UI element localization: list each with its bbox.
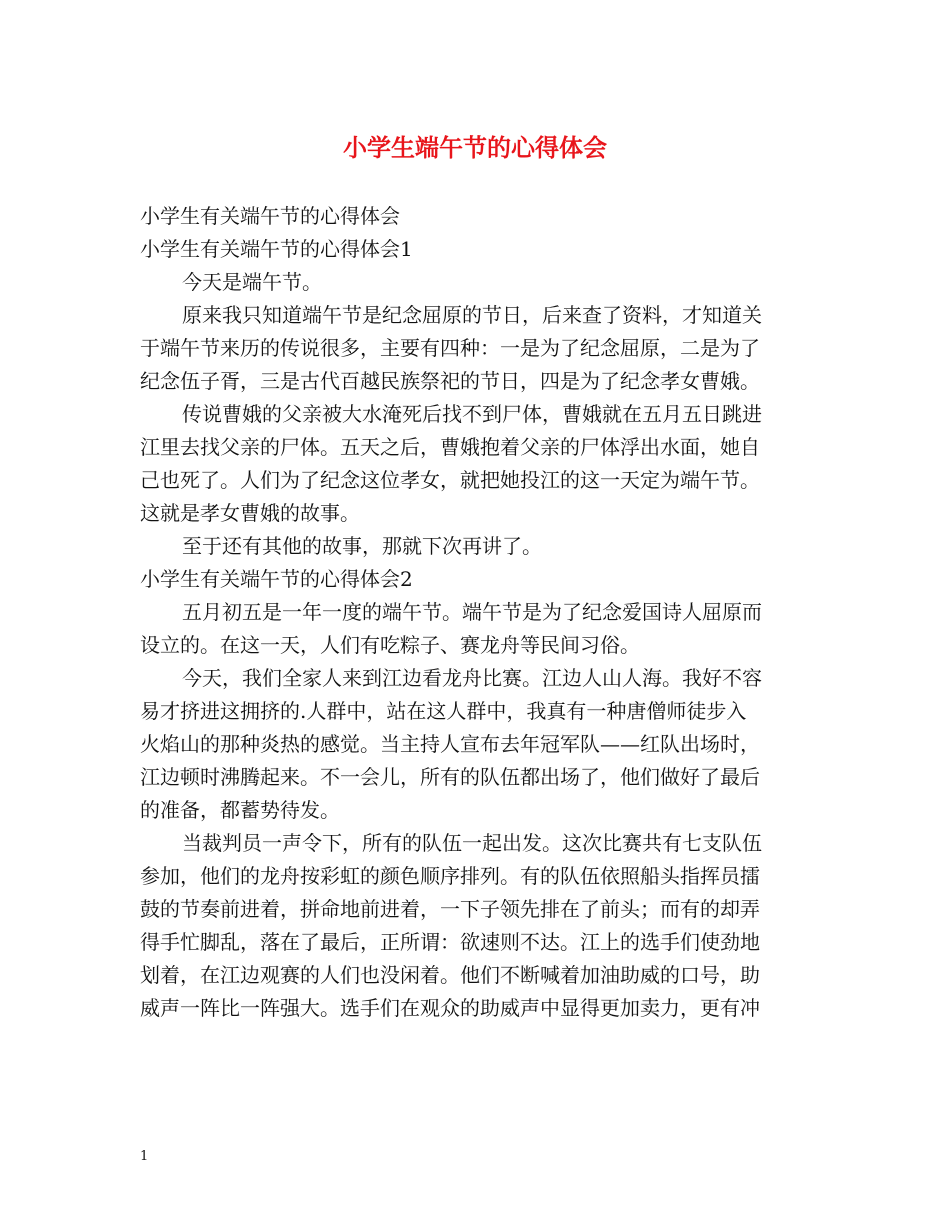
document-title: 小学生端午节的心得体会: [343, 133, 607, 162]
text-line: 原来我只知道端午节是纪念屈原的节日，后来查了资料，才知道关: [182, 303, 762, 327]
document-body: [140, 200, 812, 1025]
text-line: 威声一阵比一阵强大。选手们在观众的助威声中显得更加卖力，更有冲: [140, 996, 760, 1020]
text-line: 当裁判员一声令下，所有的队伍一起出发。这次比赛共有七支队伍: [182, 831, 762, 855]
text-line: 于端午节来历的传说很多，主要有四种：一是为了纪念屈原，二是为了: [140, 336, 760, 360]
text-line: 的准备，都蓄势待发。: [140, 798, 340, 822]
text-line: 小学生有关端午节的心得体会1: [140, 237, 413, 261]
text-line: 今天是端午节。: [182, 270, 322, 294]
text-line: 己也死了。人们为了纪念这位孝女，就把她投江的这一天定为端午节。: [140, 468, 760, 492]
text-line: 小学生有关端午节的心得体会2: [140, 567, 413, 591]
text-line: 划着，在江边观赛的人们也没闲着。他们不断喊着加油助威的口号，助: [140, 963, 760, 987]
page-number: 1: [140, 1149, 149, 1164]
text-line: 这就是孝女曹娥的故事。: [140, 501, 360, 525]
text-line: 江边顿时沸腾起来。不一会儿，所有的队伍都出场了，他们做好了最后: [140, 765, 760, 789]
text-line: 江里去找父亲的尸体。五天之后，曹娥抱着父亲的尸体浮出水面，她自: [140, 435, 760, 459]
text-line: 火焰山的那种炎热的感觉。当主持人宣布去年冠军队——红队出场时，: [140, 732, 760, 756]
text-line: 传说曹娥的父亲被大水淹死后找不到尸体，曹娥就在五月五日跳进: [182, 402, 762, 426]
text-line: 纪念伍子胥，三是古代百越民族祭祀的节日，四是为了纪念孝女曹娥。: [140, 369, 760, 393]
text-line: 参加，他们的龙舟按彩虹的颜色顺序排列。有的队伍依照船头指挥员擂: [140, 864, 760, 888]
text-line: 至于还有其他的故事，那就下次再讲了。: [182, 534, 542, 558]
text-line: 今天，我们全家人来到江边看龙舟比赛。江边人山人海。我好不容: [182, 666, 762, 690]
text-line: 小学生有关端午节的心得体会: [140, 204, 400, 228]
text-line: 得手忙脚乱，落在了最后，正所谓：欲速则不达。江上的选手们使劲地: [140, 930, 760, 954]
text-line: 鼓的节奏前进着，拼命地前进着，一下子领先排在了前头；而有的却弄: [140, 897, 760, 921]
text-line: 设立的。在这一天，人们有吃粽子、赛龙舟等民间习俗。: [140, 633, 640, 657]
text-line: 易才挤进这拥挤的.人群中，站在这人群中，我真有一种唐僧师徒步入: [140, 699, 747, 723]
text-line: 五月初五是一年一度的端午节。端午节是为了纪念爱国诗人屈原而: [182, 600, 762, 624]
